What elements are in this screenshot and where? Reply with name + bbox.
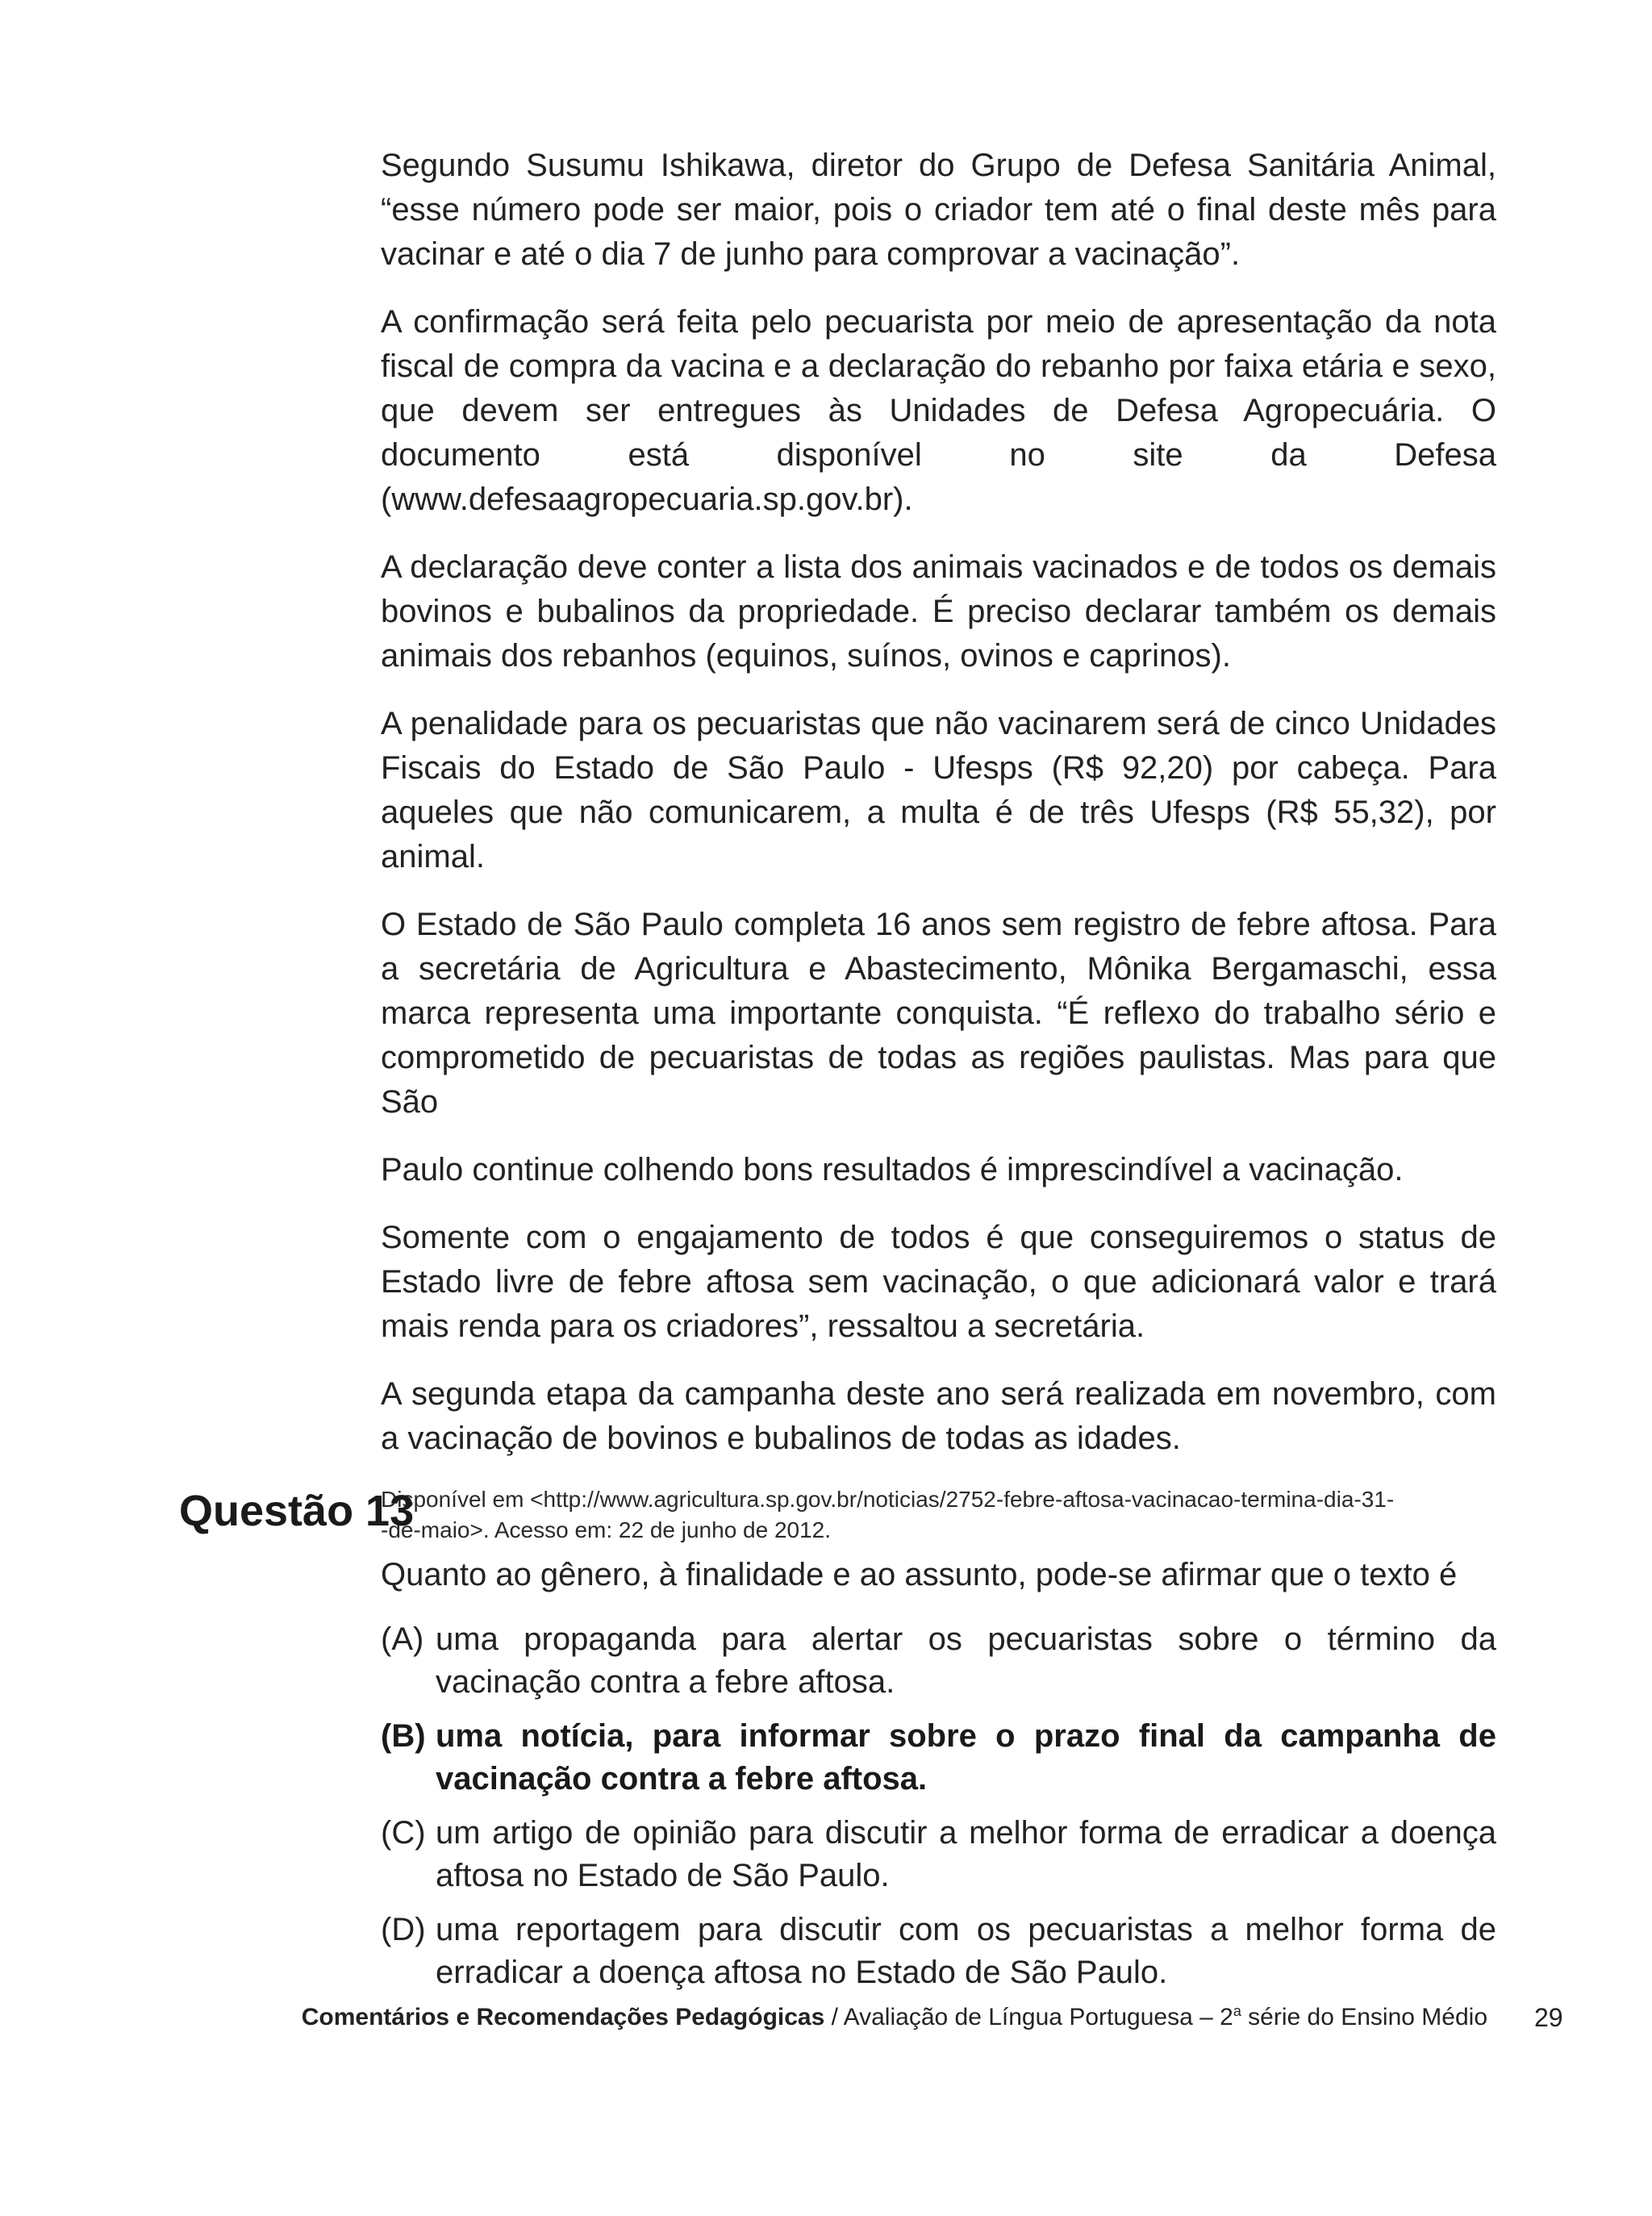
option-letter: (C) — [381, 1815, 426, 1851]
article-paragraph-1: Segundo Susumu Ishikawa, diretor do Grupo de Defesa Sanitária Animal, “esse número pode ser maior, pois o criador tem até o final deste mês para vacinar e até o dia 7 de junho para comprovar a vacinação”. — [381, 148, 1496, 272]
option-text: uma notícia, para informar sobre o prazo final da campanha de vacinação contra a febre aftosa. — [436, 1718, 1496, 1797]
option-c[interactable] — [381, 1812, 1496, 1897]
footer-subtitle-end: série do Ensino Médio — [1241, 2004, 1487, 2030]
article-paragraph-8: A segunda etapa da campanha deste ano será realizada em novembro, com a vacinação de bovinos e bubalinos de todas as idades. — [381, 1376, 1496, 1456]
article-paragraph-3: A declaração deve conter a lista dos animais vacinados e de todos os demais bovinos e bubalinos da propriedade. É preciso declarar também os demais animais dos rebanhos (equinos, suínos, ovinos e caprinos). — [381, 549, 1496, 674]
option-text: um artigo de opinião para discutir a melhor forma de erradicar a doença aftosa no Estado de São Paulo. — [436, 1815, 1496, 1893]
option-text: uma propaganda para alertar os pecuaristas sobre o término da vacinação contra a febre aftosa. — [436, 1621, 1496, 1700]
option-d[interactable] — [381, 1909, 1496, 1994]
footer-bold-title: Comentários e Recomendações Pedagógicas — [301, 2004, 825, 2030]
question-stem: Quanto ao gênero, à finalidade e ao assunto, pode-se afirmar que o texto é — [381, 1557, 1458, 1592]
option-letter: (A) — [381, 1621, 424, 1657]
article-paragraph-4: A penalidade para os pecuaristas que não vacinarem será de cinco Unidades Fiscais do Estado de São Paulo - Ufesps (R$ 92,20) por cabeça. Para aqueles que não comunicarem, a multa é de três Ufesps (R$ 55,32), por animal. — [381, 706, 1496, 874]
footer-subtitle: Avaliação de Língua Portuguesa – 2 — [843, 2004, 1233, 2030]
source-citation-line-1: Disponível em <http://www.agricultura.sp.gov.br/noticias/2752-febre-aftosa-vacinacao-termina-dia-31- — [381, 1487, 1395, 1512]
article-paragraph-2: A confirmação será feita pelo pecuarista por meio de apresentação da nota fiscal de compra da vacina e a declaração do rebanho por faixa etária e sexo, que devem ser entregues às Unidades de Defesa Agropecuária. O documento está disponível no site da Defesa (www.defesaagropecuaria.sp.gov.br). — [381, 304, 1496, 517]
answer-options — [381, 1618, 1496, 1994]
page-number: 29 — [1534, 2003, 1563, 2032]
question-block — [381, 1553, 1496, 2005]
footer-ordinal: a — [1233, 2003, 1241, 2019]
option-letter: (B) — [381, 1718, 426, 1754]
article-paragraph-6: Paulo continue colhendo bons resultados é imprescindível a vacinação. — [381, 1152, 1404, 1187]
footer-separator: / — [824, 2004, 844, 2030]
option-a[interactable] — [381, 1618, 1496, 1704]
article-text — [381, 144, 1496, 1546]
article-paragraph-7: Somente com o engajamento de todos é que conseguiremos o status de Estado livre de febre aftosa sem vacinação, o que adicionará valor e trará mais renda para os criadores”, ressaltou a secretária. — [381, 1220, 1496, 1344]
question-title: Questão 13 — [179, 1487, 415, 1535]
source-citation-line-2: -de-maio>. Acesso em: 22 de junho de 2012. — [381, 1517, 832, 1542]
source-citation — [381, 1484, 1496, 1546]
option-letter: (D) — [381, 1912, 426, 1947]
option-b[interactable] — [381, 1715, 1496, 1801]
option-text: uma reportagem para discutir com os pecuaristas a melhor forma de erradicar a doença aftosa no Estado de São Paulo. — [436, 1912, 1496, 1990]
article-paragraph-5: O Estado de São Paulo completa 16 anos sem registro de febre aftosa. Para a secretária de Agricultura e Abastecimento, Mônika Bergamaschi, essa marca representa uma importante conquista. “É reflexo do trabalho sério e comprometido de pecuaristas de todas as regiões paulistas. Mas para que São — [381, 907, 1496, 1120]
running-footer — [302, 2001, 1487, 2034]
